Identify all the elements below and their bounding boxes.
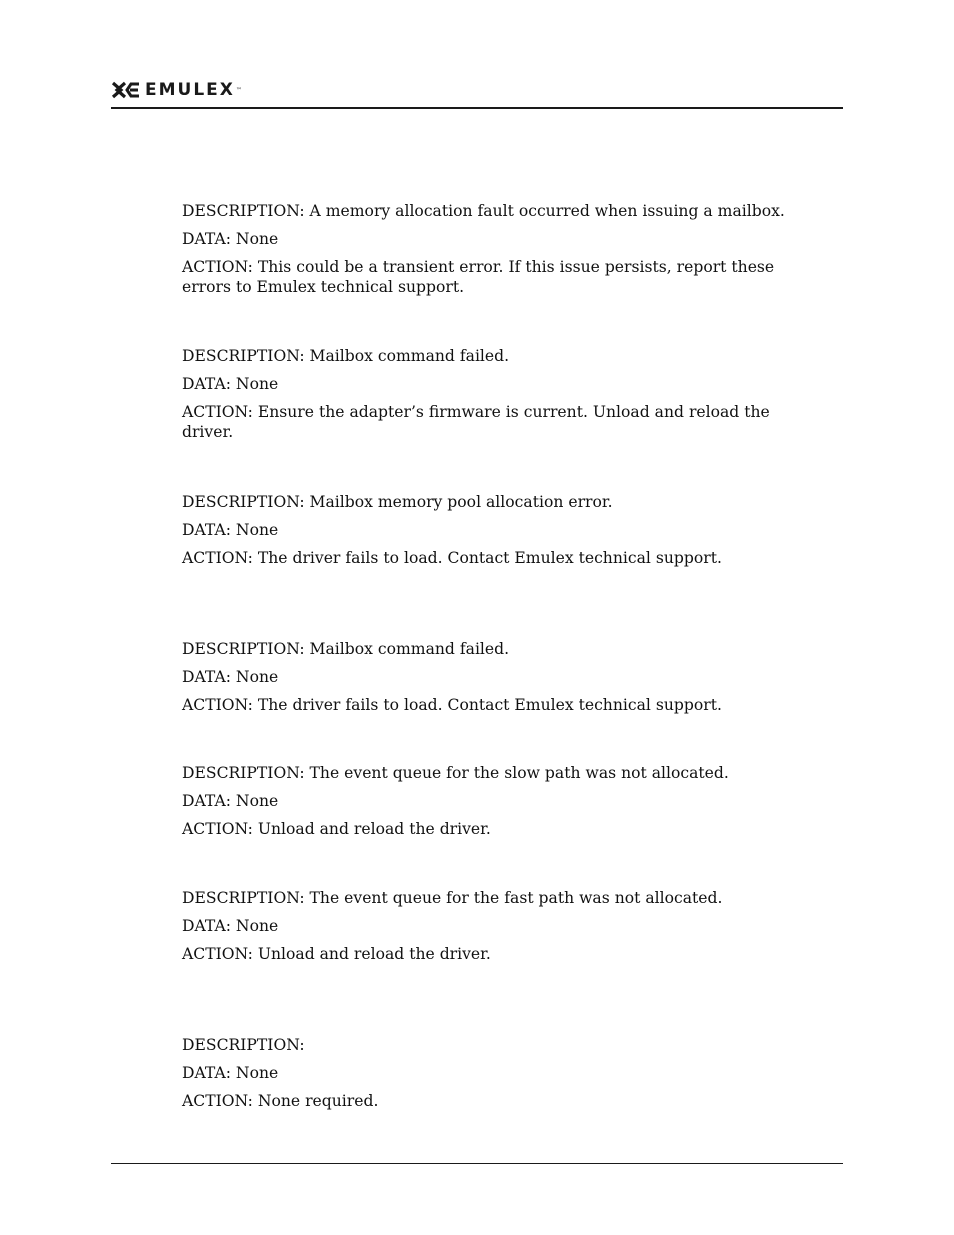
message-entry xyxy=(182,639,822,723)
entry-data: DATA: None xyxy=(182,375,279,393)
message-entry xyxy=(182,1035,822,1119)
entry-data: DATA: None xyxy=(182,668,279,686)
entry-description: DESCRIPTION: Mailbox memory pool allocation error. xyxy=(182,493,613,511)
emulex-logo-icon xyxy=(111,81,141,99)
message-entry xyxy=(182,346,822,450)
entry-action: ACTION: None required. xyxy=(182,1092,379,1110)
entry-description: DESCRIPTION: Mailbox command failed. xyxy=(182,347,510,365)
emulex-logo xyxy=(111,80,242,100)
entry-description: DESCRIPTION: The event queue for the fast path was not allocated. xyxy=(182,889,723,907)
header-rule xyxy=(111,107,843,109)
message-entry xyxy=(182,201,822,305)
entry-description: DESCRIPTION: Mailbox command failed. xyxy=(182,640,510,658)
entry-action: ACTION: This could be a transient error. If this issue persists, report these errors to Emulex technical support. xyxy=(182,258,775,296)
message-entry xyxy=(182,492,822,576)
footer-rule xyxy=(111,1163,843,1164)
trademark-symbol: ™ xyxy=(235,86,242,94)
entry-action: ACTION: The driver fails to load. Contact Emulex technical support. xyxy=(182,549,722,567)
message-entry xyxy=(182,888,822,972)
entry-action: ACTION: The driver fails to load. Contact Emulex technical support. xyxy=(182,696,722,714)
entry-data: DATA: None xyxy=(182,230,279,248)
entry-action: ACTION: Ensure the adapter’s firmware is current. Unload and reload the driver. xyxy=(182,403,770,441)
message-entry xyxy=(182,763,822,847)
entry-data: DATA: None xyxy=(182,792,279,810)
entry-data: DATA: None xyxy=(182,521,279,539)
entry-action: ACTION: Unload and reload the driver. xyxy=(182,820,491,838)
brand-name: EMULEX xyxy=(145,80,235,100)
entry-action: ACTION: Unload and reload the driver. xyxy=(182,945,491,963)
entry-description: DESCRIPTION: xyxy=(182,1036,305,1054)
page-header xyxy=(111,80,843,104)
entry-description: DESCRIPTION: A memory allocation fault occurred when issuing a mailbox. xyxy=(182,202,785,220)
entry-description: DESCRIPTION: The event queue for the slow path was not allocated. xyxy=(182,764,729,782)
entry-data: DATA: None xyxy=(182,917,279,935)
entry-data: DATA: None xyxy=(182,1064,279,1082)
